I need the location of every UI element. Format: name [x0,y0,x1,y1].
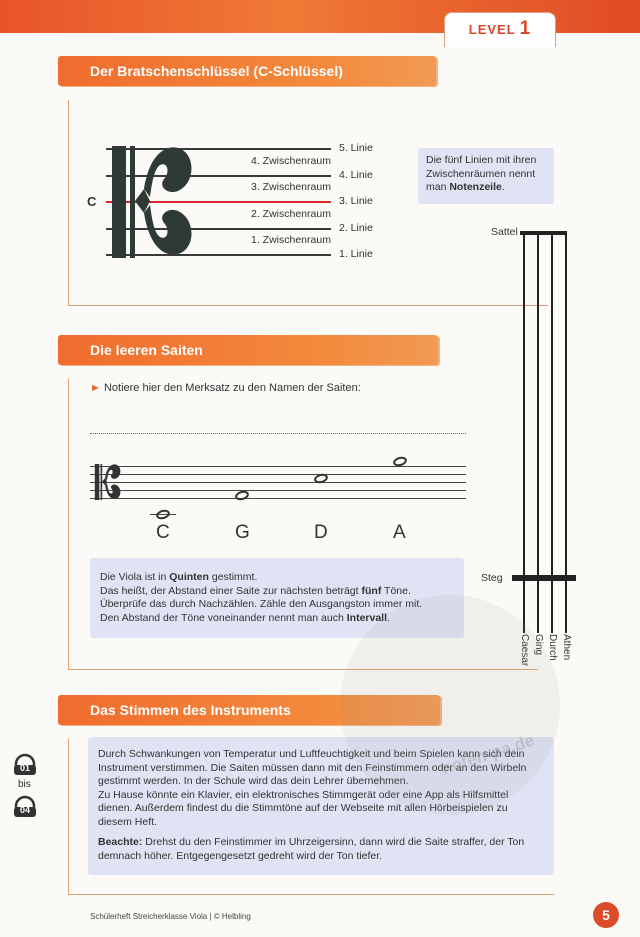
middle-c-label: C [87,194,97,209]
track-bis: bis [18,779,31,790]
quinten-line-3: Überprüfe das durch Nachzählen. Zähle den Ausgangston immer mit. [100,598,423,610]
mnemonic-athen: Athen [561,634,572,661]
mnemonic-durch: Durch [547,634,558,661]
notenzeile-text: Die fünf Linien mit ihren Zwischenräumen nennt man [426,154,537,193]
staff-line [90,490,466,491]
merksatz-write-line[interactable] [90,433,466,434]
note-g [234,489,250,501]
line-label-1: 1. Linie [339,248,373,260]
quinten-info-box [90,558,464,638]
note-c [155,508,171,520]
line-label-2: 2. Linie [339,222,373,234]
alto-clef-small [92,463,124,501]
merksatz-instruction [90,382,361,394]
level-badge [444,12,556,47]
space-label-2: 2. Zwischenraum [251,208,331,220]
tuning-paragraph-1: Durch Schwankungen von Temperatur und Luftfeuchtigkeit und beim Spielen kann sich dein Instrument verstimmen. Die Saiten müssen dann mit den Feinstimmern oder an den Wirbeln gestimmt werden. In der Schule wird das dein Lehrer übernehmen. [98,748,527,787]
staff-line [90,482,466,483]
tuning-beachte: Beachte: Drehst du den Feinstimmer im Uhrzeigersinn, dann wird die Saite straffer, der Ton demnach höher. Entgegengesetzt gedreht wird der Ton tiefer. [98,836,525,862]
notenzeile-info-box [418,148,554,204]
mnemonic-caesar: Caesar [519,634,530,667]
notenzeile-bold: Notenzeile [449,181,502,193]
watermark-text: noten-pa.de [439,730,537,779]
level-number: 1 [519,18,532,39]
track-start: 01 [19,763,30,773]
section-frame [68,305,548,306]
quinten-line-1: Die Viola ist in Quinten gestimmt. [100,571,258,583]
note-name-a: A [393,522,406,543]
line-label-5: 5. Linie [339,142,373,154]
space-label-1: 1. Zwischenraum [251,234,331,246]
level-label: LEVEL [468,22,516,37]
section-frame [68,738,69,895]
staff-line [90,474,466,475]
track-end: 04 [19,805,30,815]
mnemonic-ging: Ging [533,634,544,656]
string-d [551,233,553,633]
nut [520,231,567,235]
space-label-4: 4. Zwischenraum [251,155,331,167]
section-frame [68,669,538,670]
section-title-open-strings: Die leeren Saiten [58,335,438,365]
string-g [537,233,539,633]
footer-text: Schülerheft Streicherklasse Viola | © Helbling [90,912,251,921]
tuning-paragraph-2: Zu Hause könnte ein Klavier, ein elektronisches Stimmgerät oder eine App als Hilfsmittel dienen. Außerdem findest du die Stimmtöne auf der Webseite mit allen Hörbeispielen zu diesem Heft. [98,788,509,828]
string-c [523,233,525,633]
note-name-g: G [235,522,250,543]
alto-clef-symbol [110,143,196,261]
quinten-line-2: Das heißt, der Abstand einer Saite zur nächsten beträgt fünf Töne. [100,584,411,597]
note-name-c: C [156,522,170,543]
section-frame [68,894,554,895]
section-frame [68,378,69,670]
notenzeile-end: . [501,181,505,193]
section-title-tuning: Das Stimmen des Instruments [58,695,440,725]
quinten-line-4: Den Abstand der Töne voneinander nennt man auch Intervall. [100,611,390,624]
merksatz-text: Notiere hier den Merksatz zu den Namen der Saiten: [103,382,361,394]
sattel-label: Sattel [491,226,518,238]
staff-line [90,498,466,499]
string-a [565,233,567,633]
steg-label: Steg [481,572,503,584]
space-label-3: 3. Zwischenraum [251,181,331,193]
section-title-alto-clef: Der Bratschenschlüssel (C-Schlüssel) [58,56,436,86]
section-frame [68,100,69,305]
page-number: 5 [593,902,619,928]
note-name-d: D [314,522,328,543]
line-label-4: 4. Linie [339,169,373,181]
arrow-icon: ► [90,382,101,394]
line-label-3: 3. Linie [339,195,373,207]
staff-line [90,466,466,467]
bridge [512,575,576,581]
